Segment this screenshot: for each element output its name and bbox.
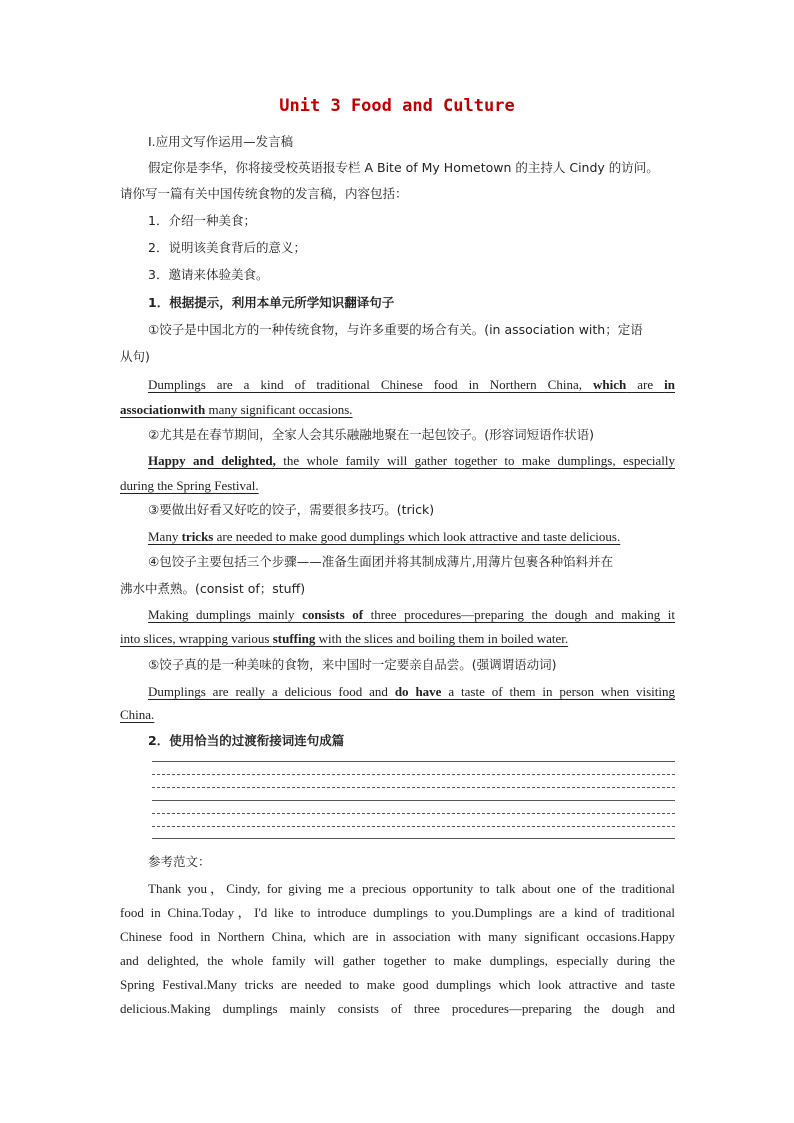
answer-text: the whole family will gather together to make dumplings, especially	[275, 453, 675, 468]
answer-text: into slices, wrapping various	[120, 631, 273, 646]
item-prompt: ④包饺子主要包括三个步骤——准备生面团并将其制成薄片,用薄片包裹各种馅料并在	[148, 554, 614, 569]
answer-line	[120, 401, 675, 419]
item-prompt: ⑤饺子真的是一种美味的食物，来中国时一定要亲自品尝。(强调谓语动词)	[148, 657, 557, 672]
answer-keyword: tricks	[181, 529, 214, 544]
answer-text: Dumplings are a kind of traditional Chinese food in Northern China,	[148, 377, 594, 392]
answer-text: Dumplings are really a delicious food and	[148, 684, 395, 699]
answer-line	[120, 477, 675, 495]
task1-heading: 1．根据提示，利用本单元所学知识翻译句子	[148, 295, 395, 310]
writing-line	[152, 787, 675, 788]
writing-line	[152, 800, 675, 801]
answer-text: three procedures—preparing the dough and making it	[363, 607, 675, 622]
answer-line	[148, 606, 675, 624]
answer-text: with the slices and boiling them in boiled water.	[315, 631, 569, 646]
section-heading: Ⅰ.应用文写作运用—发言稿	[148, 134, 294, 149]
intro-line: 请你写一篇有关中国传统食物的发言稿，内容包括：	[120, 186, 408, 201]
answer-text: China.	[120, 707, 155, 722]
writing-line	[152, 774, 675, 775]
item-prompt: ①饺子是中国北方的一种传统食物，与许多重要的场合有关。(in association with；定语	[148, 322, 643, 337]
page-title: Unit 3 Food and Culture	[279, 96, 515, 116]
intro-line: 假定你是李华，你将接受校英语报专栏 A Bite of My Hometown 的主持人 Cindy 的访问。	[148, 160, 659, 175]
answer-keyword: associationwith	[120, 402, 206, 417]
essay-line: food in China.Today，I'd like to introduce dumplings to you.Dumplings are a kind of traditional	[120, 905, 675, 920]
item-prompt: ③要做出好看又好吃的饺子，需要很多技巧。(trick)	[148, 502, 435, 517]
point-item: 1．介绍一种美食；	[148, 213, 256, 228]
answer-keyword: consists of	[302, 607, 364, 622]
answer-line	[148, 452, 675, 470]
writing-line	[152, 761, 675, 762]
answer-text: Making dumplings mainly	[148, 607, 303, 622]
point-item: 2．说明该美食背后的意义；	[148, 240, 306, 255]
answer-keyword: in	[664, 377, 675, 392]
essay-line: and delighted, the whole family will gather together to make dumplings, especially during the	[120, 953, 675, 968]
answer-keyword: which	[593, 377, 627, 392]
answer-text: are	[626, 377, 665, 392]
writing-line	[152, 838, 675, 839]
essay-line: delicious.Making dumplings mainly consists of three procedures—preparing the dough and	[120, 1001, 675, 1016]
answer-text: are needed to make good dumplings which look attractive and taste delicious.	[213, 529, 621, 544]
answer-line	[148, 376, 675, 394]
writing-line	[152, 826, 675, 827]
sample-heading: 参考范文：	[148, 854, 211, 869]
item-prompt: 沸水中煮熟。(consist of；stuff)	[120, 581, 306, 596]
essay-line: Spring Festival.Many tricks are needed to make good dumplings which look attractive and taste	[120, 977, 675, 992]
essay-line: Chinese food in Northern China, which are in association with many significant occasions.Happy	[120, 929, 675, 944]
point-item: 3．邀请来体验美食。	[148, 267, 269, 282]
answer-keyword: do have	[394, 684, 442, 699]
answer-text: Many	[148, 529, 182, 544]
task2-heading: 2．使用恰当的过渡衔接词连句成篇	[148, 733, 345, 748]
item-prompt: 从句)	[120, 349, 150, 364]
answer-line	[148, 528, 675, 546]
item-prompt: ②尤其是在春节期间，全家人会其乐融融地聚在一起包饺子。(形容词短语作状语)	[148, 427, 594, 442]
answer-keyword: stuffing	[272, 631, 316, 646]
answer-text: a taste of them in person when visiting	[441, 684, 675, 699]
sample-essay	[120, 877, 675, 1021]
answer-line	[120, 706, 675, 724]
answer-line	[120, 630, 675, 648]
essay-line: Thank you，Cindy, for giving me a precious opportunity to talk about one of the traditional	[148, 881, 675, 896]
answer-keyword: Happy and delighted,	[148, 453, 276, 468]
answer-text: during the Spring Festival.	[120, 478, 259, 493]
writing-line	[152, 813, 675, 814]
answer-line	[148, 683, 675, 701]
answer-text: many significant occasions.	[205, 402, 353, 417]
